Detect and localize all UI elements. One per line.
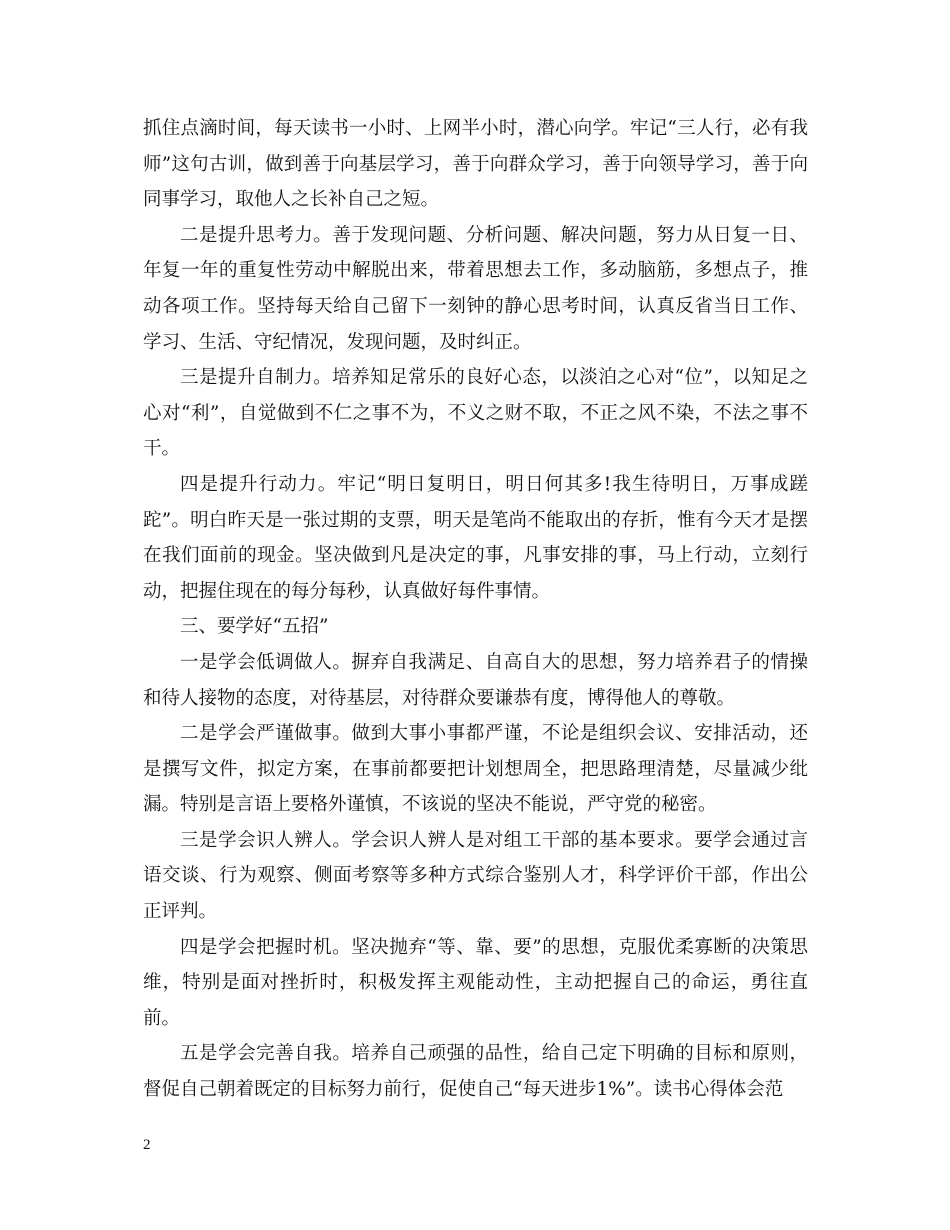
paragraph-5: 一是学会低调做人。摒弃自我满足、自高自大的思想，努力培养君子的情操和待人接物的态度，对待基层，对待群众要谦恭有度，博得他人的尊敬。 bbox=[143, 651, 808, 709]
page-number: 2 bbox=[143, 1137, 151, 1153]
paragraph-7: 三是学会识人辨人。学会识人辨人是对组工干部的基本要求。要学会通过言语交谈、行为观察、侧面考察等多种方式综合鉴别人才，科学评价干部，作出公正评判。 bbox=[143, 829, 808, 923]
paragraph-3: 三是提升自制力。培养知足常乐的良好心态，以淡泊之心对“位”，以知足之心对“利”，自觉做到不仁之事不为，不义之财不取，不正之风不染，不法之事不干。 bbox=[143, 367, 808, 460]
paragraph-1: 抓住点滴时间，每天读书一小时、上网半小时，潜心向学。牢记“三人行，必有我师”这句古训，做到善于向基层学习，善于向群众学习，善于向领导学习，善于向同事学习，取他人之长补自己之短。 bbox=[143, 118, 808, 211]
paragraph-4: 四是提升行动力。牢记“明日复明日，明日何其多!我生待明日，万事成蹉跎”。明白昨天是一张过期的支票，明天是笔尚不能取出的存折，惟有今天才是摆在我们面前的现金。坚决做到凡是决定的事，凡事安排的事，马上行动，立刻行动，把握住现在的每分每秒，认真做好每件事情。 bbox=[143, 473, 808, 602]
paragraph-9: 五是学会完善自我。培养自己顽强的品性，给自己定下明确的目标和原则，督促自己朝着既定的目标努力前行，促使自己“每天进步1%”。读书心得体会范 bbox=[143, 1043, 808, 1101]
paragraph-6: 二是学会严谨做事。做到大事小事都严谨，不论是组织会议、安排活动，还是撰写文件，拟定方案，在事前都要把计划想周全，把思路理清楚，尽量减少纰漏。特别是言语上要格外谨慎，不该说的坚决不能说，严守党的秘密。 bbox=[143, 723, 808, 816]
document-body bbox=[143, 111, 808, 1108]
paragraph-2: 二是提升思考力。善于发现问题、分析问题、解决问题，努力从日复一日、年复一年的重复性劳动中解脱出来，带着思想去工作，多动脑筋，多想点子，推动各项工作。坚持每天给自己留下一刻钟的静心思考时间，认真反省当日工作、学习、生活、守纪情况，发现问题，及时纠正。 bbox=[143, 224, 808, 353]
section-heading: 三、要学好“五招” bbox=[180, 616, 329, 638]
paragraph-8: 四是学会把握时机。坚决抛弃“等、靠、要”的思想，克服优柔寡断的决策思维，特别是面对挫折时，积极发挥主观能动性，主动把握自己的命运，勇往直前。 bbox=[143, 936, 808, 1029]
